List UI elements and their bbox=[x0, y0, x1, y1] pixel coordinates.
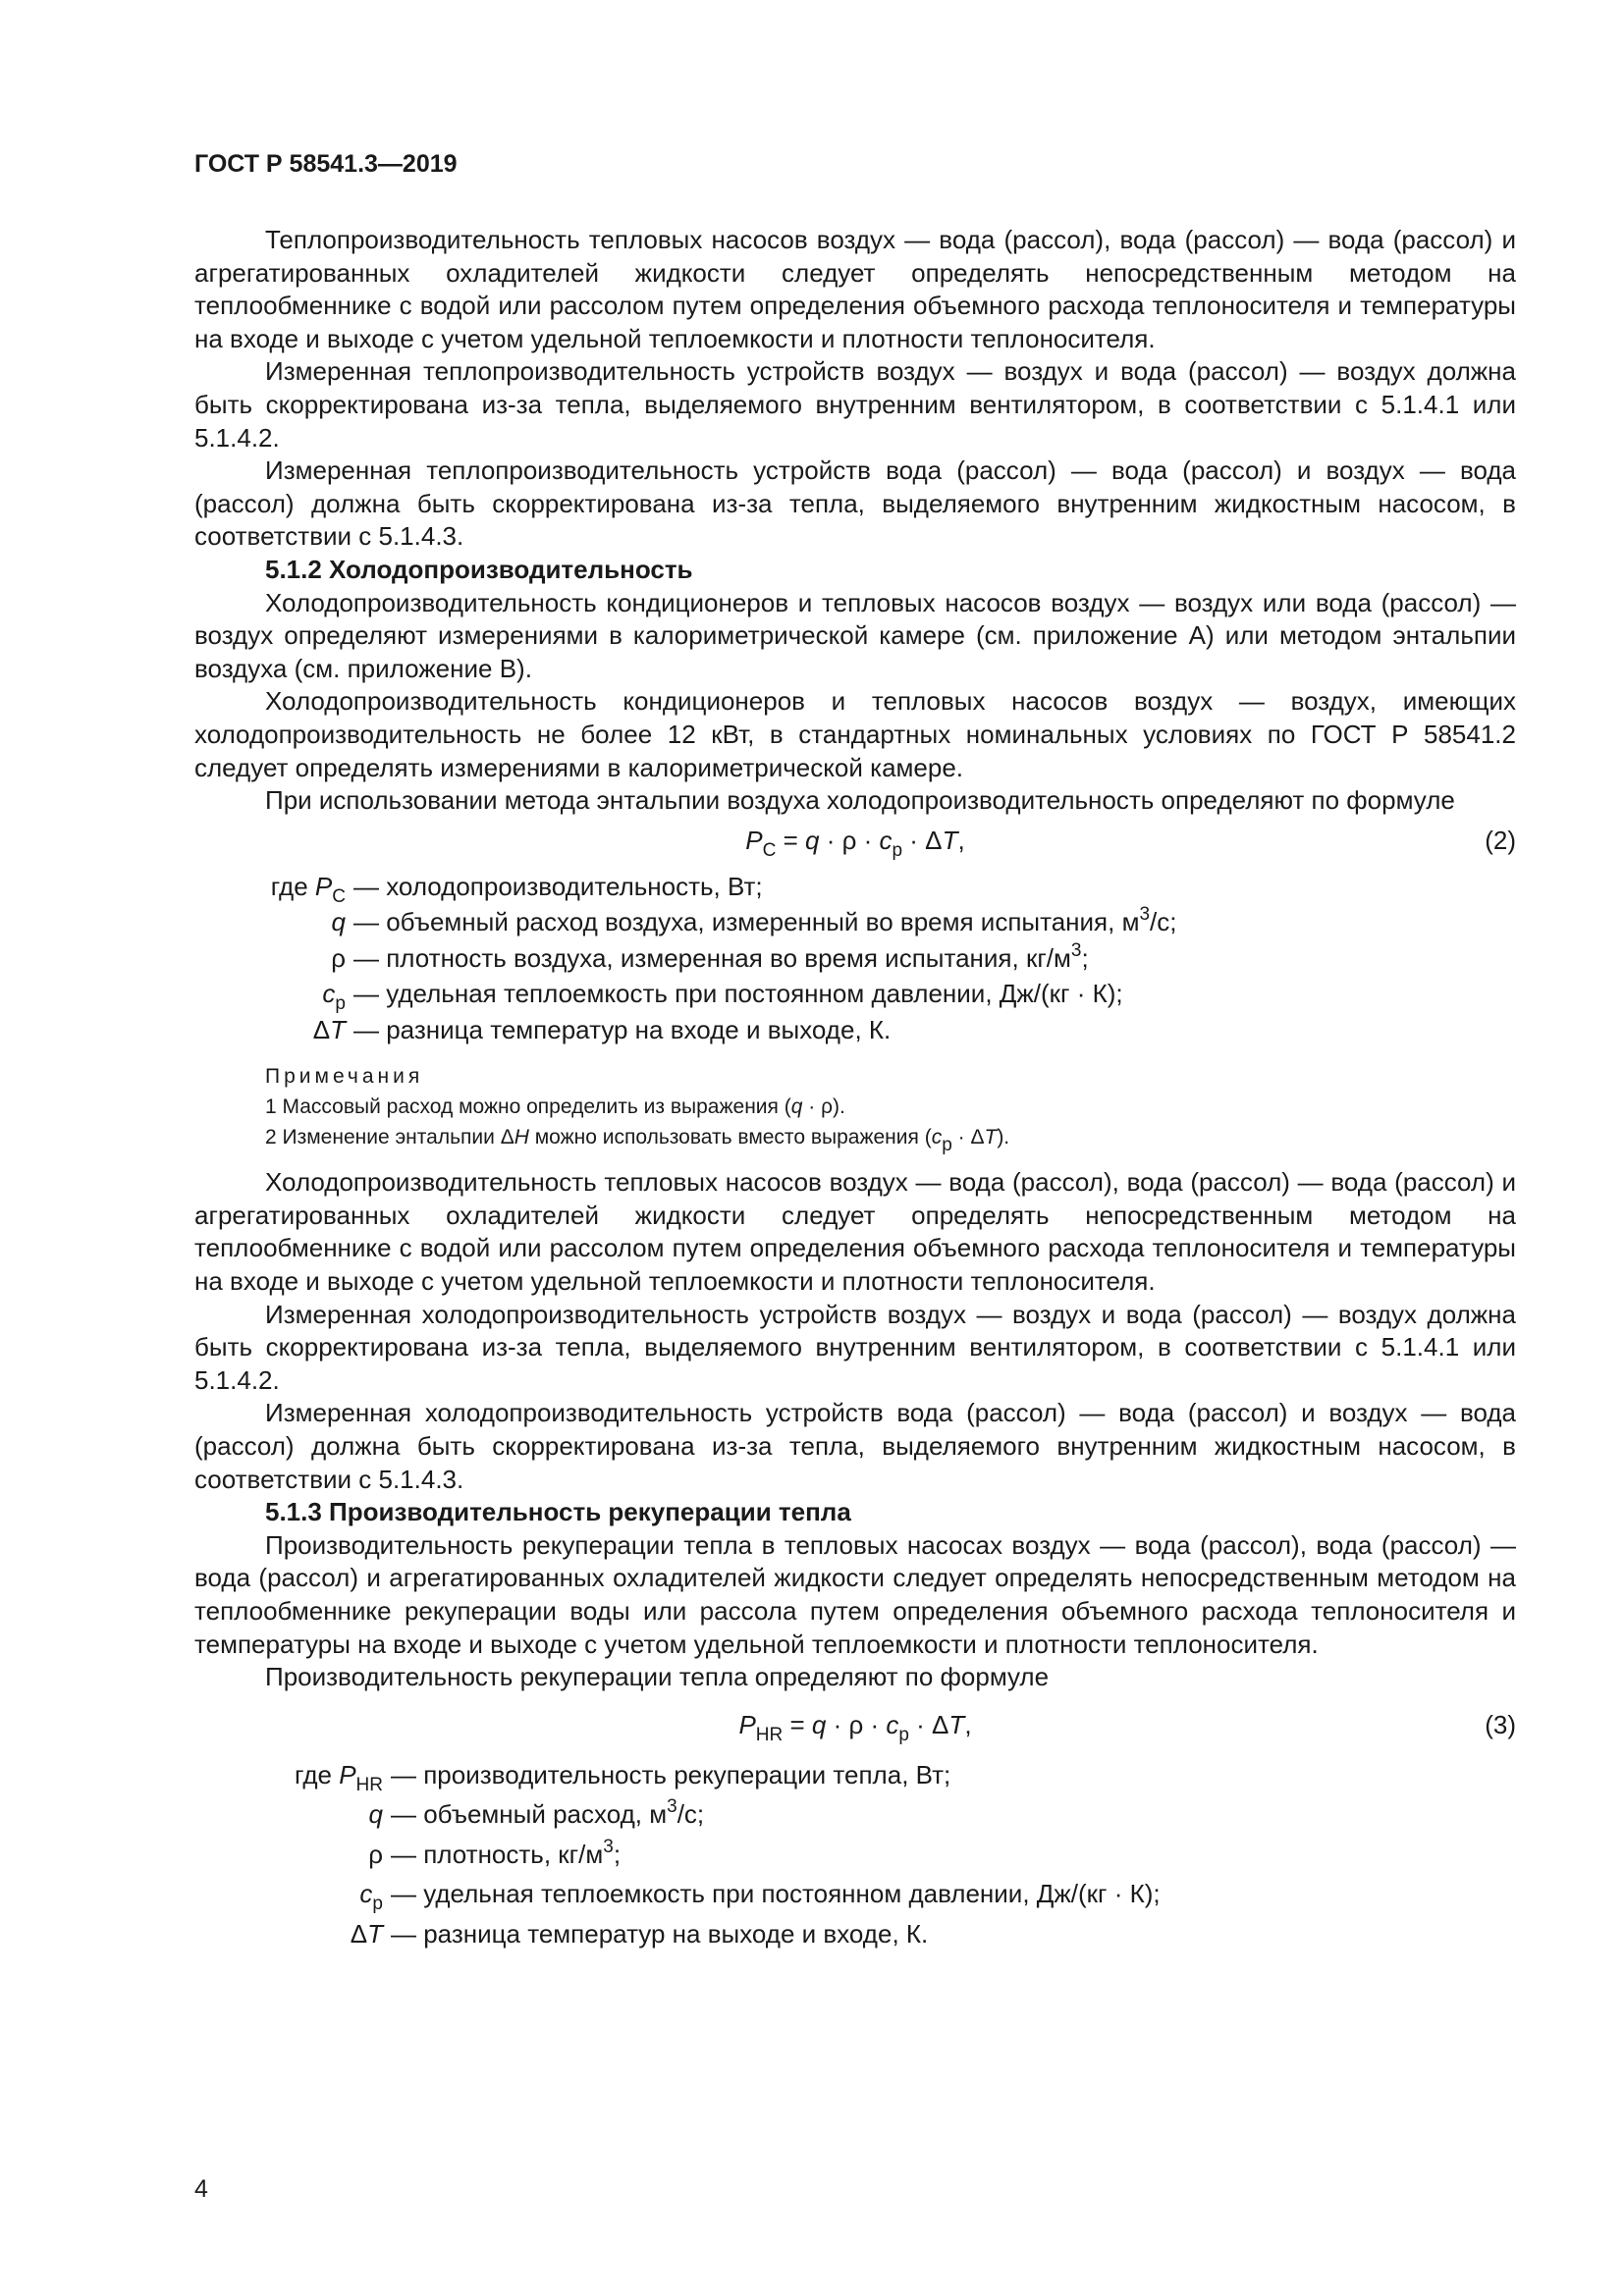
document-header: ГОСТ Р 58541.3—2019 bbox=[194, 150, 458, 178]
note-item: 1 Массовый расход можно определить из выражения (q · ρ). bbox=[265, 1095, 845, 1119]
formula-number: (3) bbox=[1485, 1709, 1516, 1739]
legend-row: ρ — плотность, $кг/м^3$; bbox=[368, 1836, 622, 1869]
notes-title: Примечания bbox=[265, 1065, 424, 1089]
legend-row: ρ — плотность воздуха, измеренная во время испытания, $кг/м^3$; bbox=[331, 939, 1089, 973]
legend-row: где $P_{HR}$ — производительность рекуперации тепла, Вт; bbox=[295, 1759, 951, 1795]
paragraph: Производительность рекуперации тепла определяют по формуле bbox=[265, 1662, 1050, 1692]
section-heading-5-1-3: 5.1.3 Производительность рекуперации тепла bbox=[265, 1497, 851, 1527]
formula-3 bbox=[194, 1702, 1516, 1747]
paragraph: Холодопроизводительность кондиционеров и тепловых насосов воздух — воздух, имеющих холодопроизводительность не более 12 кВт, в стандартных номинальных условиях по ГОСТ Р 58541.2 следует определять измерениями в калориметрической камере. bbox=[194, 686, 1516, 782]
legend-row: ΔT — разница температур на выходе и входе, К. bbox=[350, 1918, 929, 1949]
paragraph: Производительность рекуперации тепла в тепловых насосах воздух — вода (рассол), вода (рассол) — вода (рассол) и агрегатированных охладителей жидкости следует определять непосредственным методом на теплообменнике рекуперации воды или рассола путем определения объемного расхода теплоносителя и температуры на входе и выходе с учетом удельной теплоемкости и плотности теплоносителя. bbox=[194, 1529, 1516, 1659]
formula-expression: $P_{HR} = q \cdot \rho \cdot c_p \cdot \Delta T$, bbox=[738, 1709, 972, 1745]
paragraph: Измеренная холодопроизводительность устройств воздух — воздух и вода (рассол) — воздух должна быть скорректирована из-за тепла, выделяемого внутренним вентилятором, в соответствии с 5.1.4.1 или 5.1.4.2. bbox=[194, 1299, 1516, 1395]
formula-expression: $P_C = q \cdot \rho \cdot c_p \cdot \Delta T$, bbox=[745, 825, 965, 861]
notes-block bbox=[194, 1061, 1516, 1156]
note-item: 2 Изменение энтальпии ΔH можно использовать вместо выражения $(c_p \cdot \Delta T)$. bbox=[265, 1126, 1010, 1156]
legend-row: где $P_C$ — холодопроизводительность, Вт; bbox=[270, 871, 763, 907]
paragraph: Измеренная холодопроизводительность устройств вода (рассол) — вода (рассол) и воздух — вода (рассол) должна быть скорректирована из-за тепла, выделяемого внутренним жидкостным насосом, в соответствии с 5.1.4.3. bbox=[194, 1398, 1516, 1494]
page-number: 4 bbox=[194, 2175, 208, 2203]
legend-row: $c_p$ — удельная теплоемкость при постоянном давлении, Дж/(кг · К); bbox=[322, 979, 1123, 1015]
paragraph: Измеренная теплопроизводительность устройств воздух — воздух и вода (рассол) — воздух должна быть скорректирована из-за тепла, выделяемого внутренним вентилятором, в соответствии с 5.1.4.1 или 5.1.4.2. bbox=[194, 356, 1516, 453]
paragraph: Холодопроизводительность тепловых насосов воздух — вода (рассол), вода (рассол) — вода (рассол) и агрегатированных охладителей жидкости следует определять непосредственным методом на теплообменнике с водой или рассолом путем определения объемного расхода теплоносителя и температуры на входе и выходе с учетом удельной теплоемкости и плотности теплоносителя. bbox=[194, 1167, 1516, 1296]
formula-2 bbox=[194, 818, 1516, 863]
paragraph: Теплопроизводительность тепловых насосов воздух — вода (рассол), вода (рассол) — вода (рассол) и агрегатированных охладителей жидкости следует определять непосредственным методом на теплообменнике с водой или рассолом путем определения объемного расхода теплоносителя и температуры на входе и выходе с учетом удельной теплоемкости и плотности теплоносителя. bbox=[194, 225, 1516, 353]
formula-legend-2 bbox=[194, 869, 1516, 1048]
section-heading-5-1-2: 5.1.2 Холодопроизводительность bbox=[265, 554, 693, 584]
legend-row: $c_p$ — удельная теплоемкость при постоянном давлении, Дж/(кг · К); bbox=[359, 1879, 1161, 1915]
legend-row: ΔT — разница температур на входе и выходе, К. bbox=[312, 1014, 892, 1044]
paragraph: При использовании метода энтальпии воздуха холодопроизводительность определяют по формуле bbox=[265, 785, 1455, 816]
formula-number: (2) bbox=[1485, 825, 1516, 855]
formula-legend-3 bbox=[194, 1757, 1516, 1952]
legend-row: q — объемный расход, $м^3/с$; bbox=[368, 1796, 705, 1830]
paragraph: Холодопроизводительность кондиционеров и тепловых насосов воздух — воздух или вода (рассол) — воздух определяют измерениями в калориметрической камере (см. приложение А) или методом энтальпии воздуха (см. приложение В). bbox=[194, 587, 1516, 683]
document-page bbox=[194, 147, 1516, 1951]
paragraph: Измеренная теплопроизводительность устройств вода (рассол) — вода (рассол) и воздух — вода (рассол) должна быть скорректирована из-за тепла, выделяемого внутренним жидкостным насосом, в соответствии с 5.1.4.3. bbox=[194, 455, 1516, 552]
legend-row: q — объемный расход воздуха, измеренный во время испытания, $м^3/с$; bbox=[331, 904, 1177, 937]
